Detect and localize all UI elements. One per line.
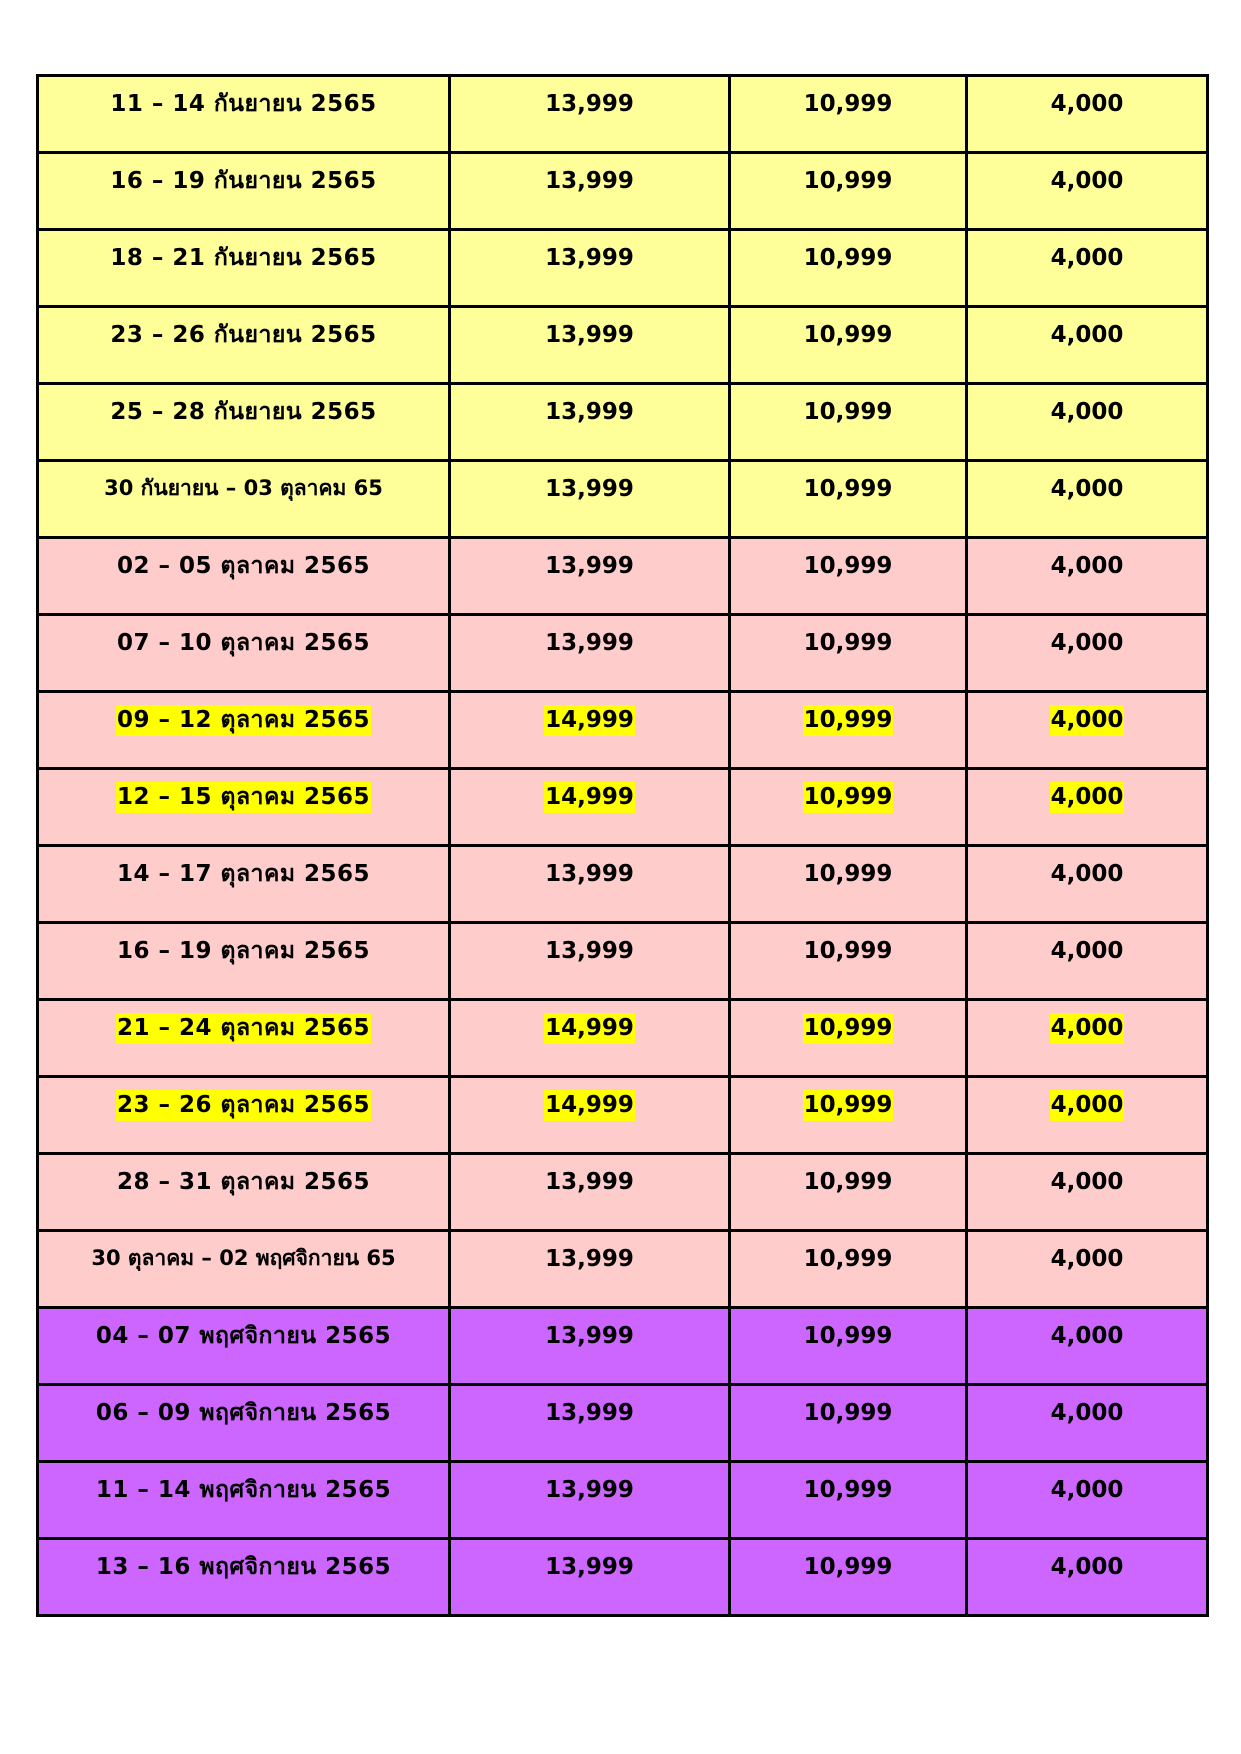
single-supplement-cell: [967, 1000, 1208, 1077]
adult-price-cell: [450, 1000, 730, 1077]
date-cell-text: 30 กันยายน – 03 ตุลาคม 65: [104, 476, 383, 500]
child-price-cell-text: 10,999: [803, 553, 893, 579]
child-price-cell: [730, 846, 967, 923]
child-price-cell: [730, 1231, 967, 1308]
date-cell: [38, 1000, 450, 1077]
adult-price-cell-text: 13,999: [545, 1169, 634, 1195]
single-supplement-cell: [967, 307, 1208, 384]
date-cell: [38, 1385, 450, 1462]
child-price-cell-text: 10,999: [803, 938, 893, 964]
adult-price-cell: [450, 76, 730, 153]
single-supplement-cell-text: 4,000: [1050, 399, 1124, 425]
child-price-cell-text: 10,999: [803, 1323, 893, 1349]
adult-price-cell-text: 13,999: [545, 399, 634, 425]
date-cell: [38, 1308, 450, 1385]
single-supplement-cell: [967, 846, 1208, 923]
child-price-cell: [730, 76, 967, 153]
adult-price-cell: [450, 461, 730, 538]
child-price-cell: [730, 692, 967, 769]
date-cell: [38, 153, 450, 230]
date-cell-text: 06 – 09 พฤศจิกายน 2565: [95, 1400, 392, 1426]
child-price-cell-text: 10,999: [803, 1090, 894, 1121]
table-row: [38, 923, 1208, 1000]
adult-price-cell-text: 13,999: [545, 861, 634, 887]
adult-price-cell-text: 14,999: [544, 1013, 635, 1044]
date-cell: [38, 615, 450, 692]
child-price-cell: [730, 384, 967, 461]
single-supplement-cell: [967, 1539, 1208, 1616]
date-cell-text: 16 – 19 ตุลาคม 2565: [116, 938, 371, 964]
date-cell-text: 25 – 28 กันยายน 2565: [110, 399, 377, 425]
adult-price-cell-text: 13,999: [545, 1477, 634, 1503]
table-row: [38, 153, 1208, 230]
adult-price-cell: [450, 1462, 730, 1539]
single-supplement-cell-text: 4,000: [1050, 322, 1124, 348]
child-price-cell-text: 10,999: [803, 705, 894, 736]
date-cell-text: 21 – 24 ตุลาคม 2565: [116, 1013, 371, 1044]
child-price-cell: [730, 1308, 967, 1385]
table-row: [38, 461, 1208, 538]
single-supplement-cell-text: 4,000: [1050, 476, 1124, 502]
adult-price-cell: [450, 692, 730, 769]
child-price-cell: [730, 230, 967, 307]
adult-price-cell: [450, 384, 730, 461]
child-price-cell: [730, 1385, 967, 1462]
date-cell-text: 14 – 17 ตุลาคม 2565: [116, 861, 371, 887]
date-cell: [38, 769, 450, 846]
single-supplement-cell: [967, 1462, 1208, 1539]
single-supplement-cell-text: 4,000: [1050, 1554, 1124, 1580]
date-cell: [38, 230, 450, 307]
table-row: [38, 1539, 1208, 1616]
single-supplement-cell-text: 4,000: [1050, 1169, 1124, 1195]
single-supplement-cell: [967, 615, 1208, 692]
adult-price-cell: [450, 1385, 730, 1462]
adult-price-cell-text: 13,999: [545, 322, 634, 348]
adult-price-cell: [450, 230, 730, 307]
child-price-cell: [730, 769, 967, 846]
child-price-cell-text: 10,999: [803, 1554, 893, 1580]
single-supplement-cell: [967, 153, 1208, 230]
table-row: [38, 769, 1208, 846]
child-price-cell-text: 10,999: [803, 168, 893, 194]
single-supplement-cell: [967, 230, 1208, 307]
single-supplement-cell: [967, 1231, 1208, 1308]
date-cell-text: 07 – 10 ตุลาคม 2565: [116, 630, 371, 656]
single-supplement-cell: [967, 538, 1208, 615]
child-price-cell-text: 10,999: [803, 245, 893, 271]
single-supplement-cell: [967, 76, 1208, 153]
date-cell: [38, 692, 450, 769]
child-price-cell-text: 10,999: [803, 1169, 893, 1195]
child-price-cell: [730, 1000, 967, 1077]
date-cell: [38, 538, 450, 615]
adult-price-cell-text: 13,999: [545, 245, 634, 271]
date-cell: [38, 1539, 450, 1616]
adult-price-cell: [450, 615, 730, 692]
adult-price-cell-text: 14,999: [544, 1090, 635, 1121]
date-cell-text: 11 – 14 พฤศจิกายน 2565: [95, 1477, 392, 1503]
child-price-cell-text: 10,999: [803, 476, 893, 502]
table-row: [38, 1385, 1208, 1462]
child-price-cell-text: 10,999: [803, 1477, 893, 1503]
date-cell: [38, 307, 450, 384]
date-cell: [38, 923, 450, 1000]
single-supplement-cell-text: 4,000: [1050, 245, 1124, 271]
table-row: [38, 76, 1208, 153]
date-cell: [38, 76, 450, 153]
child-price-cell: [730, 307, 967, 384]
single-supplement-cell-text: 4,000: [1050, 705, 1125, 736]
date-cell-text: 23 – 26 ตุลาคม 2565: [116, 1090, 371, 1121]
child-price-cell-text: 10,999: [803, 91, 893, 117]
table-row: [38, 307, 1208, 384]
single-supplement-cell-text: 4,000: [1050, 1323, 1124, 1349]
date-cell-text: 09 – 12 ตุลาคม 2565: [116, 705, 371, 736]
adult-price-cell-text: 14,999: [544, 782, 635, 813]
child-price-cell-text: 10,999: [803, 861, 893, 887]
date-cell: [38, 384, 450, 461]
date-cell: [38, 846, 450, 923]
price-table-body: [38, 76, 1208, 1616]
table-row: [38, 692, 1208, 769]
date-cell: [38, 1154, 450, 1231]
adult-price-cell: [450, 1077, 730, 1154]
adult-price-cell: [450, 1154, 730, 1231]
single-supplement-cell: [967, 769, 1208, 846]
date-cell-text: 23 – 26 กันยายน 2565: [110, 322, 377, 348]
single-supplement-cell-text: 4,000: [1050, 1246, 1124, 1272]
child-price-cell-text: 10,999: [803, 322, 893, 348]
single-supplement-cell-text: 4,000: [1050, 1013, 1125, 1044]
single-supplement-cell: [967, 923, 1208, 1000]
date-cell-text: 18 – 21 กันยายน 2565: [110, 245, 377, 271]
adult-price-cell: [450, 307, 730, 384]
single-supplement-cell-text: 4,000: [1050, 782, 1125, 813]
adult-price-cell-text: 13,999: [545, 938, 634, 964]
single-supplement-cell: [967, 1308, 1208, 1385]
adult-price-cell: [450, 769, 730, 846]
child-price-cell-text: 10,999: [803, 1246, 893, 1272]
date-cell-text: 12 – 15 ตุลาคม 2565: [116, 782, 371, 813]
single-supplement-cell: [967, 461, 1208, 538]
single-supplement-cell: [967, 1154, 1208, 1231]
adult-price-cell-text: 13,999: [545, 91, 634, 117]
table-row: [38, 1077, 1208, 1154]
single-supplement-cell-text: 4,000: [1050, 168, 1124, 194]
table-row: [38, 615, 1208, 692]
child-price-cell: [730, 923, 967, 1000]
adult-price-cell-text: 13,999: [545, 476, 634, 502]
table-row: [38, 1462, 1208, 1539]
single-supplement-cell-text: 4,000: [1050, 938, 1124, 964]
adult-price-cell: [450, 923, 730, 1000]
date-cell: [38, 1462, 450, 1539]
date-cell: [38, 1077, 450, 1154]
single-supplement-cell-text: 4,000: [1050, 630, 1124, 656]
single-supplement-cell-text: 4,000: [1050, 553, 1124, 579]
adult-price-cell-text: 14,999: [544, 705, 635, 736]
child-price-cell: [730, 1077, 967, 1154]
adult-price-cell-text: 13,999: [545, 1246, 634, 1272]
table-row: [38, 1154, 1208, 1231]
table-row: [38, 846, 1208, 923]
date-cell: [38, 461, 450, 538]
child-price-cell-text: 10,999: [803, 630, 893, 656]
table-row: [38, 538, 1208, 615]
single-supplement-cell: [967, 692, 1208, 769]
child-price-cell: [730, 615, 967, 692]
adult-price-cell-text: 13,999: [545, 1554, 634, 1580]
child-price-cell: [730, 153, 967, 230]
adult-price-cell-text: 13,999: [545, 168, 634, 194]
child-price-cell: [730, 1154, 967, 1231]
adult-price-cell: [450, 538, 730, 615]
table-row: [38, 1000, 1208, 1077]
child-price-cell-text: 10,999: [803, 1013, 894, 1044]
adult-price-cell: [450, 1231, 730, 1308]
table-row: [38, 1231, 1208, 1308]
single-supplement-cell-text: 4,000: [1050, 1400, 1124, 1426]
adult-price-cell-text: 13,999: [545, 630, 634, 656]
date-cell: [38, 1231, 450, 1308]
single-supplement-cell: [967, 1385, 1208, 1462]
adult-price-cell: [450, 153, 730, 230]
date-cell-text: 11 – 14 กันยายน 2565: [110, 91, 377, 117]
child-price-cell-text: 10,999: [803, 1400, 893, 1426]
single-supplement-cell: [967, 384, 1208, 461]
table-row: [38, 384, 1208, 461]
date-cell-text: 28 – 31 ตุลาคม 2565: [116, 1169, 371, 1195]
table-row: [38, 1308, 1208, 1385]
single-supplement-cell-text: 4,000: [1050, 861, 1124, 887]
date-cell-text: 04 – 07 พฤศจิกายน 2565: [95, 1323, 392, 1349]
date-cell-text: 16 – 19 กันยายน 2565: [110, 168, 377, 194]
single-supplement-cell-text: 4,000: [1050, 1477, 1124, 1503]
child-price-cell: [730, 538, 967, 615]
single-supplement-cell: [967, 1077, 1208, 1154]
single-supplement-cell-text: 4,000: [1050, 91, 1124, 117]
adult-price-cell: [450, 846, 730, 923]
date-cell-text: 02 – 05 ตุลาคม 2565: [116, 553, 371, 579]
child-price-cell: [730, 1539, 967, 1616]
child-price-cell-text: 10,999: [803, 782, 894, 813]
adult-price-cell-text: 13,999: [545, 1400, 634, 1426]
table-row: [38, 230, 1208, 307]
child-price-cell: [730, 1462, 967, 1539]
adult-price-cell: [450, 1308, 730, 1385]
child-price-cell: [730, 461, 967, 538]
adult-price-cell: [450, 1539, 730, 1616]
price-table: [36, 74, 1209, 1617]
child-price-cell-text: 10,999: [803, 399, 893, 425]
adult-price-cell-text: 13,999: [545, 1323, 634, 1349]
date-cell-text: 30 ตุลาคม – 02 พฤศจิกายน 65: [91, 1246, 396, 1270]
adult-price-cell-text: 13,999: [545, 553, 634, 579]
single-supplement-cell-text: 4,000: [1050, 1090, 1125, 1121]
date-cell-text: 13 – 16 พฤศจิกายน 2565: [95, 1554, 392, 1580]
